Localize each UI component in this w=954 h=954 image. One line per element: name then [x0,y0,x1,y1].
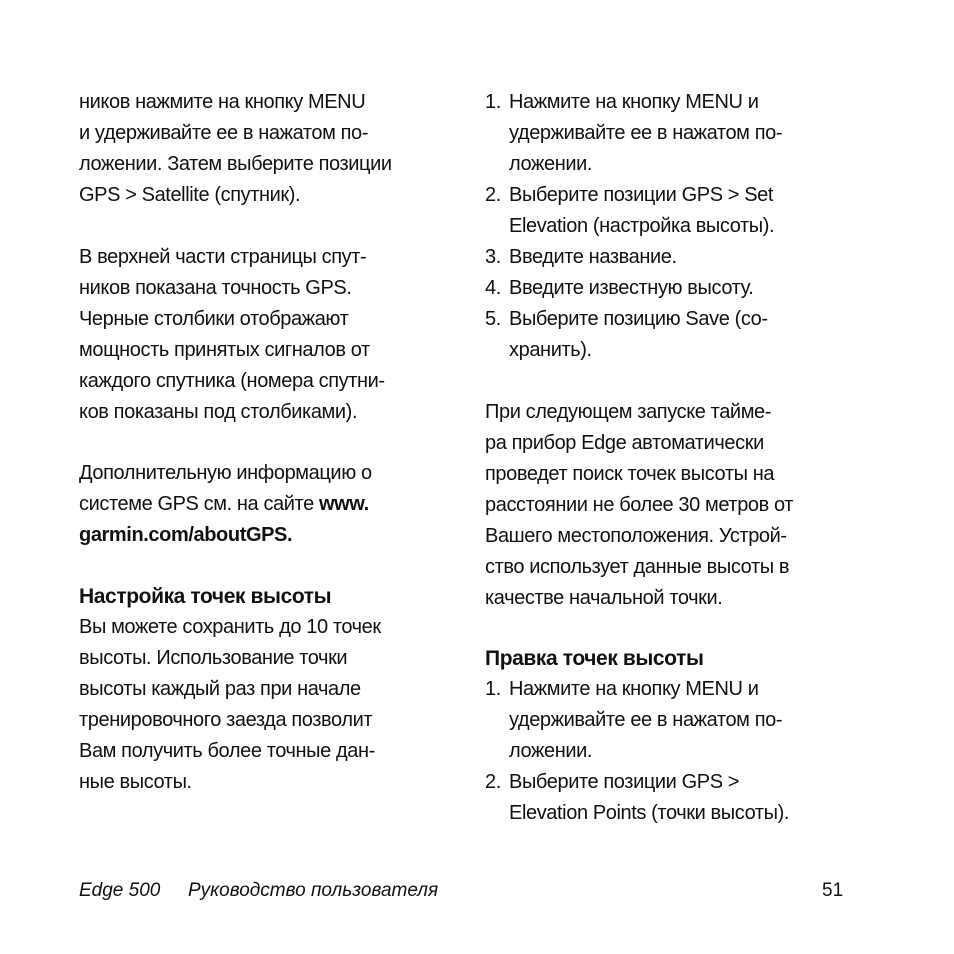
text-line: Введите известную высоту. [509,277,754,299]
text-line: Elevation Points (точки высоты). [509,802,790,824]
text-line: высоты каждый раз при начале [79,678,361,700]
text-line: мощность принятых сигналов от [79,339,370,361]
text-line: ложении. [509,740,593,762]
text-line: расстоянии не более 30 метров от [485,494,794,516]
text-line: ников показана точность GPS. [79,277,352,299]
list-number: 2. [485,184,501,206]
text-line: ников нажмите на кнопку MENU [79,91,366,113]
text-line: Вашего местоположения. Устрой- [485,525,787,547]
text-line: При следующем запуске тайме- [485,401,772,423]
list-item [485,87,782,180]
text-line: каждого спутника (номера спутни- [79,370,385,392]
text-line: качестве начальной точки. [485,587,723,609]
left-para-3 [79,458,372,551]
list-number: 1. [485,91,501,113]
text-line: Черные столбики отображают [79,308,349,330]
list-number: 3. [485,246,501,268]
text-line: удерживайте ее в нажатом по- [509,709,783,731]
text-line: тренировочного заезда позволит [79,709,373,731]
left-para-2 [79,242,385,428]
list-item [485,674,789,767]
list-item [485,304,782,366]
footer-manual-title: Руководство пользователя [188,880,439,901]
steps-list-edit [485,674,789,829]
text-line [79,489,372,520]
left-para-4 [79,612,381,798]
steps-list-setup [485,87,782,366]
text-line: Elevation (настройка высоты). [509,215,775,237]
left-para-1 [79,87,392,211]
list-item [485,767,789,829]
text-line: Выберите позицию Save (со- [509,308,768,330]
text-line: ные высоты. [79,771,192,793]
list-item [485,180,782,242]
list-number: 2. [485,771,501,793]
text-line: В верхней части страницы спут- [79,246,367,268]
text-line: проведет поиск точек высоты на [485,463,775,485]
section-heading-edit: Правка точек высоты [485,647,704,670]
list-number: 1. [485,678,501,700]
text-line: Вы можете сохранить до 10 точек [79,616,381,638]
text-line: удерживайте ее в нажатом по- [509,122,783,144]
text-line: Выберите позиции GPS > [509,771,740,793]
text-line: GPS > Satellite (спутник). [79,184,301,206]
text-line: ра прибор Edge автоматически [485,432,764,454]
text-line: ков показаны под столбиками). [79,401,358,423]
text-line: ложении. Затем выберите позиции [79,153,392,175]
text-segment: системе GPS см. на сайте [79,493,319,515]
text-line [79,520,372,551]
text-line: Вам получить более точные дан- [79,740,375,762]
list-number: 5. [485,308,501,330]
text-line: ство использует данные высоты в [485,556,790,578]
text-line: Введите название. [509,246,677,268]
text-line: Нажмите на кнопку MENU и [509,91,759,113]
text-line: и удерживайте ее в нажатом по- [79,122,369,144]
list-number: 4. [485,277,501,299]
list-item [485,242,782,273]
text-line: высоты. Использование точки [79,647,348,669]
text-line: Нажмите на кнопку MENU и [509,678,759,700]
page-number: 51 [822,880,844,901]
text-line: Дополнительную информацию о [79,462,372,484]
text-line: Выберите позиции GPS > Set [509,184,774,206]
link-text: www. [318,493,369,515]
text-line: ложении. [509,153,593,175]
right-para-1 [485,397,793,614]
list-item [485,273,782,304]
footer-product: Edge 500 [79,880,161,901]
section-heading-setup: Настройка точек высоты [79,585,332,608]
text-line: хранить). [509,339,592,361]
link-text: garmin.com/aboutGPS. [79,524,293,546]
